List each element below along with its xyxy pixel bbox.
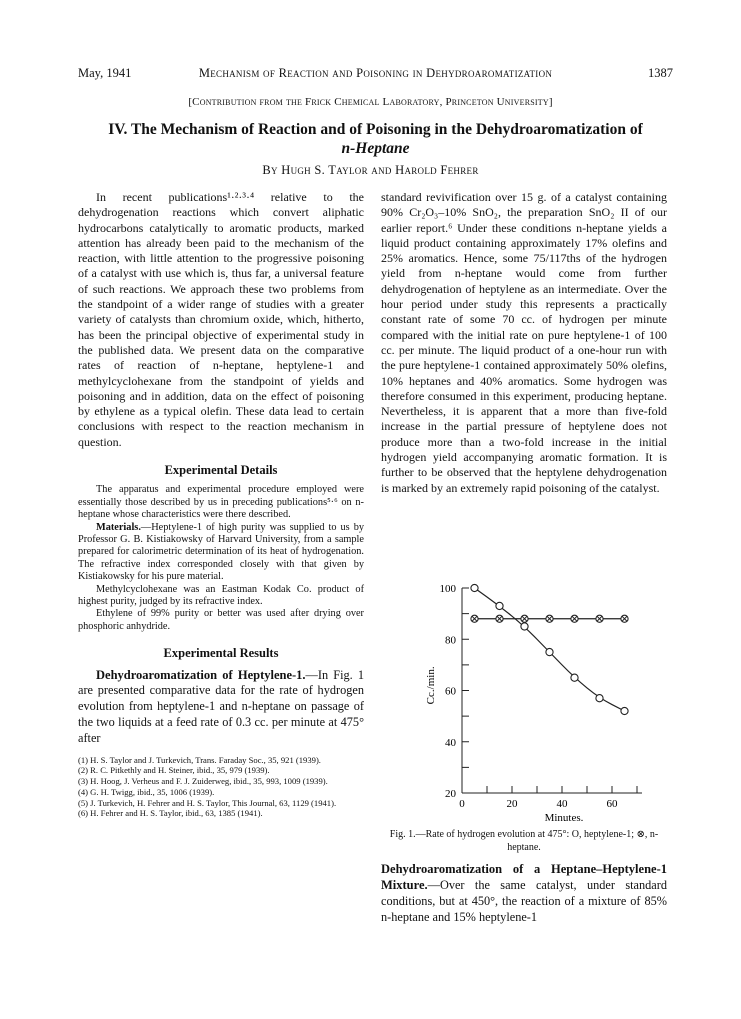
ethylene-paragraph: Ethylene of 99% purity or better was used after drying over phosphoric anhydride.: [78, 608, 364, 632]
footnotes: [78, 755, 364, 820]
contribution-line: [Contribution from the Frick Chemical Laboratory, Princeton University]: [188, 96, 553, 108]
page-number: 1387: [648, 66, 673, 80]
x-tick-label: 60: [606, 798, 618, 810]
figure-caption: Fig. 1.—Rate of hydrogen evolution at 475°: O, heptylene-1; ⊗, n-heptane.: [389, 829, 659, 853]
heptylene-1-point: [546, 648, 553, 655]
materials-paragraph: [78, 522, 364, 584]
y-axis-label: Cc./min.: [425, 666, 437, 705]
dehydro-text: —In Fig. 1 are presented comparative data for the rate of hydrogen evolution from heptylene-1 and n-heptane on passage of the two liquids at a feed rate of 0.3 cc. per minute at 475° after: [78, 667, 364, 745]
footnote: (1) H. S. Taylor and J. Turkevich, Trans. Faraday Soc., 35, 921 (1939).: [78, 754, 321, 765]
heptylene-1-point: [496, 602, 503, 609]
running-head-title: Mechanism of Reaction and Poisoning in Dehydroaromatization: [198, 66, 553, 80]
title-line-1: IV. The Mechanism of Reaction and of Poisoning in the Dehydroaromatization of: [108, 121, 643, 138]
footnote: (4) G. H. Twigg, ibid., 35, 1006 (1939).: [78, 786, 215, 797]
y-tick-label: 60: [445, 685, 456, 698]
y-tick-label: 80: [445, 634, 456, 647]
footnote: (2) R. C. Pitkethly and H. Steiner, ibid., 35, 979 (1939).: [78, 765, 270, 776]
experimental-details: [78, 484, 364, 633]
dehydro-paragraph: [78, 668, 364, 747]
title-line-2: n-Heptane: [341, 140, 410, 157]
y-tick-label: 40: [445, 736, 456, 749]
figure-1: [412, 578, 662, 823]
materials-text: —Heptylene-1 of high purity was supplied to us by Professor G. B. Kistiakowsky of Harvard University, from a sample prepared for calorimetric determination of its heat of hydrogenation. The refractive index corresponded closely with that given by Kistiakowsky for his pure material.: [78, 521, 364, 583]
footnote: (5) J. Turkevich, H. Fehrer and H. S. Taylor, This Journal, 63, 1129 (1941).: [78, 797, 337, 808]
hydrogen-evolution-chart: [412, 578, 662, 823]
experimental-results-heading: Experimental Results: [163, 646, 279, 661]
y-tick-label: 20: [445, 788, 456, 800]
chart-marks: [471, 584, 628, 714]
right-column-paragraph: standard revivification over 15 g. of a catalyst containing 90% Cr₂O₃–10% SnO₂, the preparation SnO₂ II of our earlier report.⁶ Under these conditions n-heptane yields a liquid product containing approximately 17% olefins and 25% aromatics. Hence, some 75/117ths of the hydrogen yield from n-heptane would come from further dehydrogenation of heptylene as an intermediate. Over the hour period under study this represents a practically constant rate of some 70 cc. of hydrogen per minute compared with the initial rate on pure heptylene-1 of 100 cc. per minute. The liquid product of a one-hour run with the pure heptylene-1 contained approximately 50% olefins, 10% heptanes and 40% aromatics. Some hydrogen was therefore consumed in this experiment, producing heptane. Nevertheless, it is apparent that a more than five-fold increase in the partial pressure of heptylene does not produce more than a two-fold increase in the initial hydrogen yield accompanying aromatic formation. It is further to be observed that the heptylene dehydrogenation is marked by an extremely rapid poisoning of the catalyst.: [381, 190, 667, 495]
heptylene-1-point: [596, 695, 603, 702]
footnote: (3) H. Hoog, J. Verheus and F. J. Zuiderweg, ibid., 35, 993, 1009 (1939).: [78, 776, 328, 787]
footnote: (6) H. Fehrer and H. S. Taylor, ibid., 63, 1385 (1941).: [78, 808, 263, 819]
mixture-paragraph: [381, 861, 667, 925]
heptylene-1-point: [521, 623, 528, 630]
heptylene-1-point: [621, 707, 628, 714]
y-tick-label: 100: [439, 583, 456, 595]
x-tick-label: 0: [459, 798, 465, 810]
mixture-text: —Over the same catalyst, under standard conditions, but at 450°, the reaction of a mixture of 85% n-heptane and 15% heptylene-1: [381, 878, 667, 924]
exp-details-paragraph: The apparatus and experimental procedure employed were essentially those described by us in preceding publications⁵·⁶ on n-heptane whose characteristics were there described.: [78, 484, 364, 521]
heptylene-1-point: [571, 674, 578, 681]
dehydro-subheading: Dehydroaromatization of Heptylene-1.: [96, 667, 306, 682]
intro-paragraph: In recent publications¹·²·³·⁴ relative to the dehydrogenation reactions which convert aliphatic hydrocarbons catalytically to aromatic products, marked attention has already been paid to the mechanism of the reaction, with little attention to the progressive poisoning of a catalyst with use which is, thus far, a universal feature of such reactions. We approach these two problems from the standpoint of a wider range of studies with a greater variety of catalysts than chromium oxide, which, hitherto, has been the principal objective of experimental study in the published data. We present data on the comparative rates of reaction of n-heptane, heptylene-1 and methylcyclohexane from the standpoint of yields and poisoning and in addition, data on the effect of poisoning by ethylene as a typical olefin. These data lead to certain conclusions with respect to the reaction mechanism in question.: [78, 190, 364, 449]
authors: By Hugh S. Taylor and Harold Fehrer: [262, 163, 479, 177]
mixture-section: [381, 861, 667, 925]
x-tick-label: 20: [506, 798, 518, 810]
heptylene-1-point: [471, 584, 478, 591]
x-tick-label: 40: [556, 798, 568, 810]
right-column: [381, 190, 667, 496]
article-title: [78, 120, 673, 158]
running-head-date: May, 1941: [78, 66, 132, 80]
x-axis-label: Minutes.: [544, 812, 584, 823]
experimental-details-heading: Experimental Details: [164, 463, 278, 478]
materials-label: Materials.: [96, 521, 141, 533]
left-column: [78, 190, 364, 819]
methylcyclohexane-paragraph: Methylcyclohexane was an Eastman Kodak Co. product of highest purity, judged by its refractive index.: [78, 583, 364, 607]
mixture-heading: Dehydroaromatization of a Heptane–Heptylene-1 Mixture.: [381, 862, 667, 892]
running-head: [78, 66, 673, 82]
